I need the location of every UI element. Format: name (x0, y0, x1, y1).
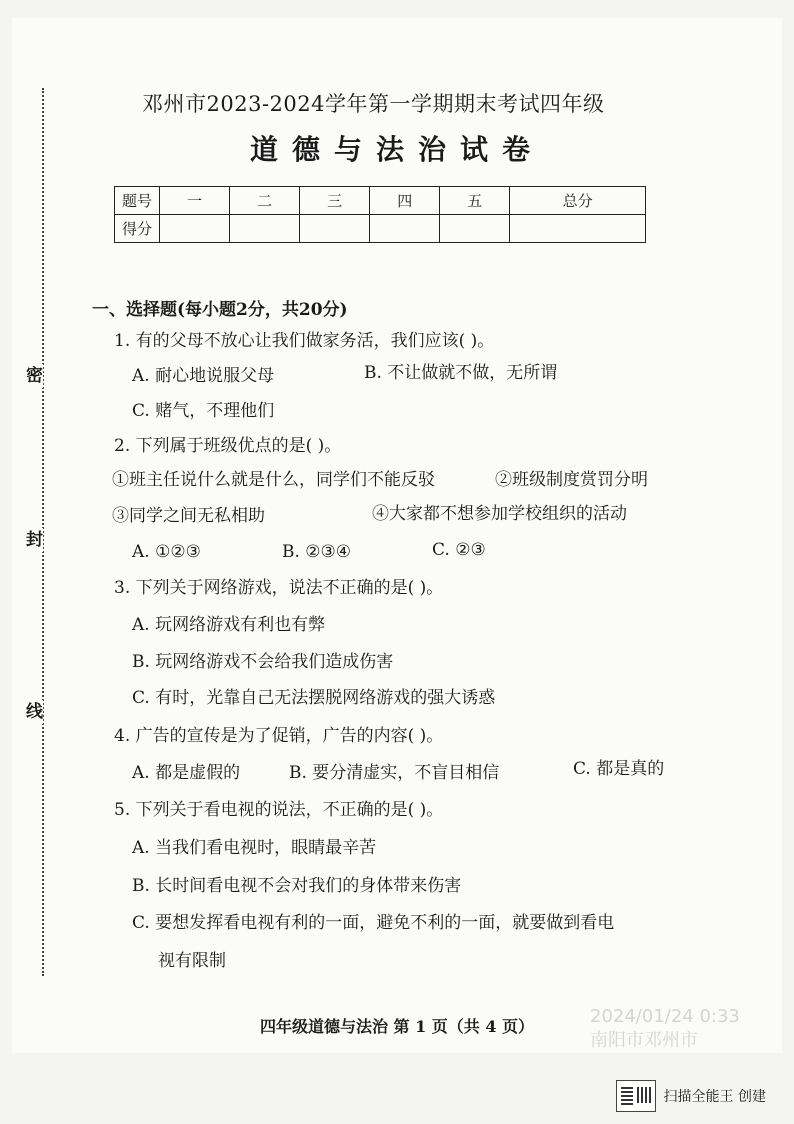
option-5c: C. 要想发挥看电视有利的一面，避免不利的一面，就要做到看电 (132, 913, 615, 933)
option-4a: A. 都是虚假的 (132, 763, 241, 783)
score-table-label: 得分 (115, 215, 160, 243)
statement-2-1: ①班主任说什么就是什么，同学们不能反驳 (112, 470, 435, 490)
score-table-header: 总分 (510, 187, 646, 215)
score-cell[interactable] (370, 215, 440, 243)
option-4c: C. 都是真的 (573, 759, 665, 779)
option-2b: B. ②③④ (282, 542, 352, 562)
option-3c: C. 有时，光靠自己无法摆脱网络游戏的强大诱惑 (132, 688, 496, 708)
exam-title-line: 邓州市2023-2024学年第一学期期末考试四年级 (142, 92, 605, 116)
question-5: 5. 下列关于看电视的说法，不正确的是( )。 (114, 800, 444, 820)
score-table-row-score (115, 215, 646, 243)
side-mark-mi: 密 (26, 366, 43, 386)
score-table-header: 一 (160, 187, 230, 215)
side-mark-xian: 线 (26, 702, 43, 722)
score-table (114, 186, 646, 243)
option-3b: B. 玩网络游戏不会给我们造成伤害 (132, 652, 394, 672)
option-2c: C. ②③ (432, 540, 486, 560)
question-2: 2. 下列属于班级优点的是( )。 (114, 436, 342, 456)
timestamp-watermark (590, 1005, 740, 1053)
question-4: 4. 广告的宣传是为了促销，广告的内容( )。 (114, 726, 444, 746)
score-table-header: 二 (230, 187, 300, 215)
score-cell[interactable] (160, 215, 230, 243)
section-heading: 一、选择题(每小题2分，共20分) (92, 300, 348, 320)
score-table-header: 四 (370, 187, 440, 215)
option-1a: A. 耐心地说服父母 (132, 366, 275, 386)
scanner-credit (616, 1080, 766, 1112)
option-1b: B. 不让做就不做，无所谓 (364, 363, 558, 383)
exam-paper (12, 18, 782, 1053)
page-footer: 四年级道德与法治 第 1 页（共 4 页） (259, 1017, 535, 1036)
score-table-label: 题号 (115, 187, 160, 215)
statement-2-2: ②班级制度赏罚分明 (495, 470, 648, 490)
scanner-credit-text: 扫描全能王 创建 (663, 1089, 766, 1105)
question-3: 3. 下列关于网络游戏，说法不正确的是( )。 (114, 578, 444, 598)
option-4b: B. 要分清虚实，不盲目相信 (289, 763, 500, 783)
statement-2-3: ③同学之间无私相助 (112, 506, 265, 526)
statement-2-4: ④大家都不想参加学校组织的活动 (372, 504, 627, 524)
option-3a: A. 玩网络游戏有利也有弊 (132, 615, 326, 635)
option-2a: A. ①②③ (132, 542, 201, 562)
watermark-datetime: 2024/01/24 0:33 (590, 1006, 740, 1027)
score-cell[interactable] (440, 215, 510, 243)
score-table-header: 五 (440, 187, 510, 215)
option-5b: B. 长时间看电视不会对我们的身体带来伤害 (132, 876, 462, 896)
watermark-location: 南阳市邓州市 (590, 1030, 698, 1051)
option-5a: A. 当我们看电视时，眼睛最辛苦 (132, 838, 377, 858)
side-mark-feng: 封 (26, 530, 43, 550)
score-table-row-number (115, 187, 646, 215)
option-5c-cont: 视有限制 (158, 951, 226, 971)
score-cell[interactable] (510, 215, 646, 243)
exam-main-title: 道德与法治试卷 (249, 133, 544, 166)
qr-code-icon (616, 1080, 656, 1112)
score-cell[interactable] (230, 215, 300, 243)
option-1c: C. 赌气，不理他们 (132, 401, 275, 421)
score-cell[interactable] (300, 215, 370, 243)
question-1: 1. 有的父母不放心让我们做家务活，我们应该( )。 (114, 331, 495, 351)
score-table-header: 三 (300, 187, 370, 215)
